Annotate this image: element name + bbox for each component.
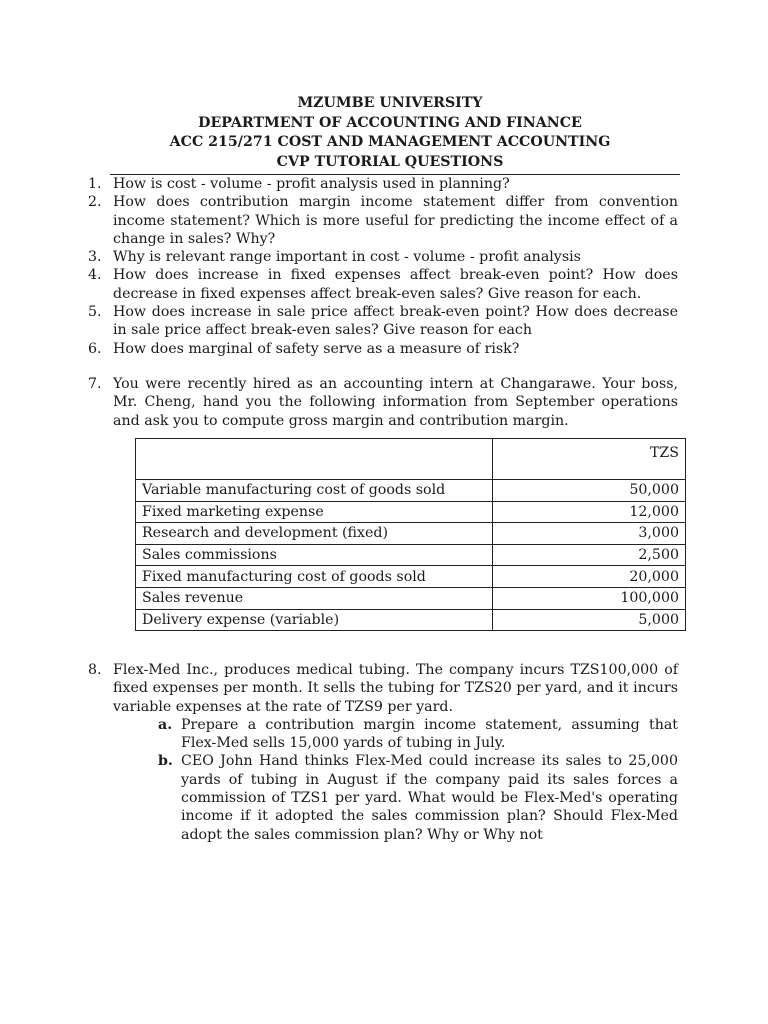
question-number: 1. — [88, 176, 102, 192]
question-number: 8. — [88, 662, 102, 678]
sub-question-text: Prepare a contribution margin income statement, assuming that Flex-Med sells 15,000 yards of tubing in July. — [181, 716, 678, 752]
table-cell-amount: 100,000 — [493, 587, 686, 609]
question-item — [88, 340, 678, 358]
table-header-currency: TZS — [493, 439, 686, 480]
question-number: 5. — [88, 304, 102, 321]
question-number: 3. — [88, 249, 102, 266]
question-number: 4. — [88, 267, 102, 284]
question-text: How does contribution margin income statement differ from convention income statement? Which is more useful for predicting the income effect of a change in sales? Why? — [113, 194, 678, 247]
sub-question-label: a. — [158, 716, 173, 733]
table-row — [136, 480, 686, 502]
question-item — [88, 248, 678, 266]
university-name: MZUMBE UNIVERSITY — [297, 95, 483, 111]
question-item — [88, 175, 678, 193]
sub-question-b — [158, 752, 678, 843]
spacer — [88, 358, 678, 375]
question-number: 6. — [88, 340, 102, 357]
table-header-row — [136, 439, 686, 480]
table-cell-amount: 50,000 — [493, 480, 686, 502]
table-cell-item: Research and development (fixed) — [136, 523, 493, 545]
table-cell-item: Sales revenue — [136, 587, 493, 609]
question-number: 7. — [88, 375, 102, 392]
question-list — [88, 175, 678, 430]
question-text: How does increase in fixed expenses affect break-even point? How does decrease in fixed expenses affect break-even sales? Give reason for each. — [113, 267, 678, 302]
question-item — [88, 193, 678, 248]
table-cell-amount: 2,500 — [493, 544, 686, 566]
question-text: How does increase in sale price affect break-even point? How does decrease in sale price affect break-even sales? Give reason for each — [113, 304, 678, 339]
table-row — [136, 501, 686, 523]
table-cell-item: Fixed manufacturing cost of goods sold — [136, 566, 493, 588]
question-text: Why is relevant range important in cost - volume - profit analysis — [113, 249, 581, 266]
question-item — [88, 375, 678, 430]
course-title: ACC 215/271 COST AND MANAGEMENT ACCOUNTING — [169, 134, 611, 150]
question-item — [88, 266, 678, 303]
table-row — [136, 609, 686, 631]
sub-question-label: b. — [158, 753, 173, 770]
sub-question-a — [158, 716, 678, 753]
document-title: CVP TUTORIAL QUESTIONS — [276, 153, 504, 170]
table-cell-amount: 12,000 — [493, 501, 686, 523]
question-text: You were recently hired as an accounting intern at Changarawe. Your boss, Mr. Cheng, hand you the following information from September operations and ask you to compute gross margin and contribution margin. — [113, 375, 678, 429]
table-row — [136, 544, 686, 566]
cost-data-table — [135, 438, 686, 631]
sub-question-text: CEO John Hand thinks Flex-Med could increase its sales to 25,000 yards of tubing in August if the company paid its sales forces a commission of TZS1 per yard. What would be Flex-Med's operating income if it adopted the sales commission plan? Should Flex-Med adopt the sales commission plan? Why or Why not — [181, 753, 678, 843]
table-cell-item: Delivery expense (variable) — [136, 609, 493, 631]
table-cell-item: Fixed marketing expense — [136, 501, 493, 523]
question-text: How does marginal of safety serve as a measure of risk? — [113, 340, 520, 357]
question-8-block — [88, 661, 678, 844]
table-header-item — [136, 439, 493, 480]
document-header — [100, 94, 680, 172]
table-cell-amount: 5,000 — [493, 609, 686, 631]
table-row — [136, 587, 686, 609]
question-item — [88, 303, 678, 340]
table-row — [136, 566, 686, 588]
department-name: DEPARTMENT OF ACCOUNTING AND FINANCE — [198, 114, 582, 131]
table-cell-item: Sales commissions — [136, 544, 493, 566]
table-row — [136, 523, 686, 545]
question-text: Flex-Med Inc., produces medical tubing. The company incurs TZS100,000 of fixed expenses per month. It sells the tubing for TZS20 per yard, and it incurs variable expenses at the rate of TZS9 per yard. — [113, 662, 678, 715]
question-text: How is cost - volume - profit analysis used in planning? — [113, 176, 510, 192]
question-number: 2. — [88, 194, 102, 211]
table-cell-item: Variable manufacturing cost of goods sold — [136, 480, 493, 502]
question-item — [88, 661, 678, 716]
table-cell-amount: 20,000 — [493, 566, 686, 588]
table-cell-amount: 3,000 — [493, 523, 686, 545]
